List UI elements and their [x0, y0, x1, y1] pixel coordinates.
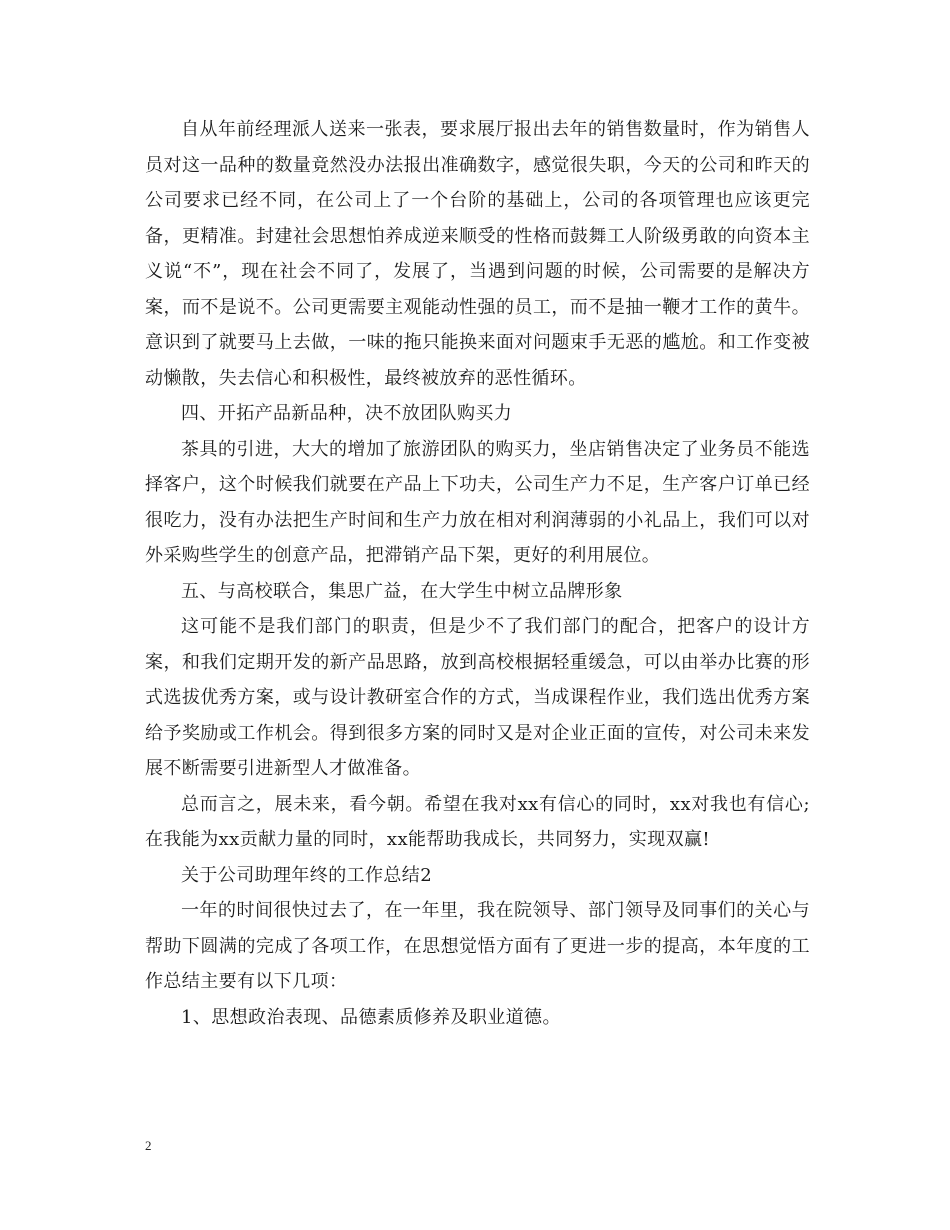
article-title-summary-2: 关于公司助理年终的工作总结2	[181, 864, 433, 886]
list-item-political-conduct: 1、思想政治表现、品德素质修养及职业道德。	[181, 1006, 561, 1028]
document-body	[145, 112, 810, 1035]
paragraph-tea-set-products: 茶具的引进，大大的增加了旅游团队的购买力，坐店销售决定了业务员不能选择客户，这个时候我们就要在产品上下功夫，公司生产力不足，生产客户订单已经很吃力，没有办法把生产时间和生产力放在相对利润薄弱的小礼品上，我们可以对外采购些学生的创意产品，把滞销产品下架，更好的利用展位。	[145, 438, 810, 566]
section-heading-four: 四、开拓产品新品种，决不放团队购买力	[181, 403, 513, 424]
paragraph-conclusion: 总而言之，展未来，看今朝。希望在我对xx有信心的同时，xx对我也有信心;在我能为xx贡献力量的同时，xx能帮助我成长，共同努力，实现双赢!	[145, 793, 810, 850]
paragraph-year-review-intro: 一年的时间很快过去了，在一年里，我在院领导、部门领导及同事们的关心与帮助下圆满的完成了各项工作，在思想觉悟方面有了更进一步的提高，本年度的工作总结主要有以下几项：	[145, 900, 810, 992]
paragraph-sales-data-reflection: 自从年前经理派人送来一张表，要求展厅报出去年的销售数量时，作为销售人员对这一品种的数量竟然没办法报出准确数字，感觉很失职，今天的公司和昨天的公司要求已经不同，在公司上了一个台阶的基础上，公司的各项管理也应该更完备，更精准。封建社会思想怕养成逆来顺受的性格而鼓舞工人阶级勇敢的向资本主义说“不”，现在社会不同了，发展了，当遇到问题的时候，公司需要的是解决方案，而不是说不。公司更需要主观能动性强的员工，而不是抽一鞭才工作的黄牛。意识到了就要马上去做，一味的拖只能换来面对问题束手无恶的尴尬。和工作变被动懒散，失去信心和积极性，最终被放弃的恶性循环。	[145, 119, 810, 389]
paragraph-university-cooperation: 这可能不是我们部门的职责，但是少不了我们部门的配合，把客户的设计方案，和我们定期开发的新产品思路，放到高校根据轻重缓急，可以由举办比赛的形式选拔优秀方案，或与设计教研室合作的方式，当成课程作业，我们选出优秀方案给予奖励或工作机会。得到很多方案的同时又是对企业正面的宣传，对公司未来发展不断需要引进新型人才做准备。	[145, 616, 810, 779]
section-heading-five: 五、与高校联合，集思广益，在大学生中树立品牌形象	[181, 580, 623, 602]
page-number: 2	[145, 1138, 152, 1153]
